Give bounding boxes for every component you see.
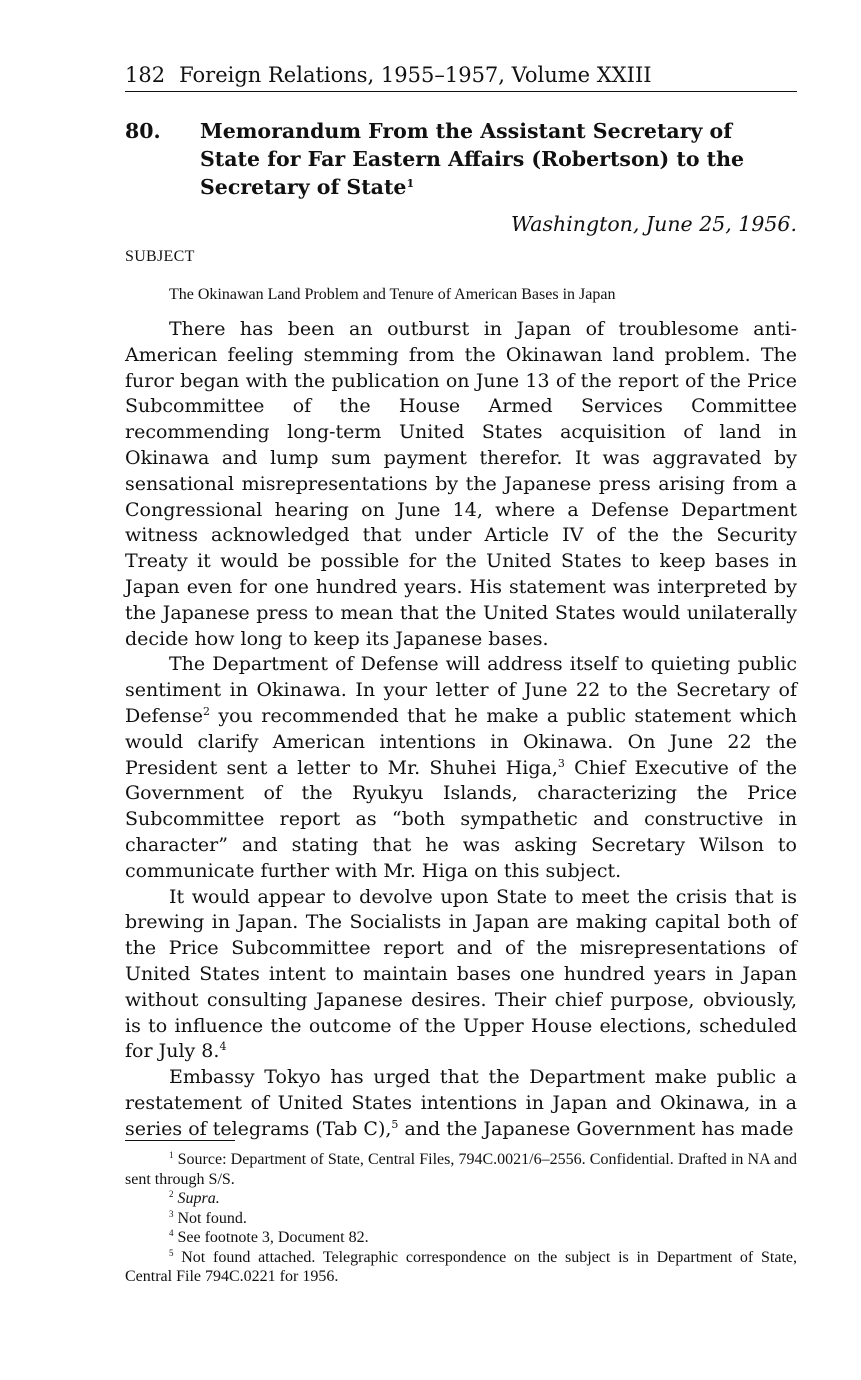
footnote-text: See footnote 3, Document 82. [177, 1229, 369, 1246]
paragraph-2 [125, 652, 797, 884]
footnote-ref-5[interactable]: 5 [391, 1117, 399, 1131]
footnote-text: Source: Department of State, Central Files, 794C.0021/6–2556. Confidential. Drafted in NA and sent through S/S. [125, 1151, 797, 1188]
document-title [200, 117, 795, 201]
footnote-ref-3[interactable]: 3 [557, 756, 565, 770]
footnote-text: Not found. [177, 1209, 247, 1227]
footnote-divider [125, 1140, 235, 1141]
footnote-mark: 2 [169, 1189, 174, 1199]
footnote-ref-1[interactable]: 1 [406, 177, 415, 190]
paragraph-3-text: It would appear to devolve upon State to meet the crisis that is brewing in Japan. The Socialists in Japan are making capital both of the Price Subcommittee report and of the misrepresentations of United States intent to maintain bases one hundred years in Japan without consulting Japanese desires. Their chief purpose, obviously, is to influence the outcome of the Upper House elections, scheduled for July 8. [125, 885, 797, 1063]
footnote-text: Not found attached. Telegraphic correspondence on the subject is in Department of State, Central File 794C.0221 for 1956. [125, 1248, 797, 1285]
running-head [125, 60, 797, 92]
memo-body [125, 317, 797, 1143]
paragraph-1: There has been an outburst in Japan of troublesome anti-American feeling stemming from the Okinawan land problem. The furor began with the publication on June 13 of the report of the Price Subcommittee of the House Armed Services Committee recommending long-term United States acquisition of land in Okinawa and lump sum payment therefor. It was aggravated by sensational misrepresentations by the Japanese press arising from a Congressional hearing on June 14, where a Defense Department witness acknowledged that under Article IV of the the Security Treaty it would be possible for the United States to keep bases in Japan even for one hundred years. His statement was interpreted by the Japanese press to mean that the United States would unilaterally decide how long to keep its Japanese bases. [125, 318, 797, 650]
footnote-1 [125, 1150, 797, 1189]
footnote-mark: 4 [169, 1228, 174, 1238]
footnote-3 [125, 1209, 797, 1229]
paragraph-4-text-a: Embassy Tokyo has urged that the Department make public a restatement of United States intentions in Japan and Okinawa, in a series of telegrams (Tab C), [125, 1066, 797, 1140]
footnote-text: Supra. [177, 1190, 220, 1207]
subject-label: SUBJECT [125, 248, 195, 265]
paragraph-2-text-c: Chief Executive of the Government of the Ryukyu Islands, characterizing the Price Subcommittee report as “both sympathetic and constructive in character” and stating that he was asking Secretary Wilson to communicate further with Mr. Higa on this subject. [125, 756, 797, 882]
footnote-5 [125, 1248, 797, 1287]
footnote-ref-4[interactable]: 4 [219, 1040, 227, 1054]
volume-title: Foreign Relations, 1955–1957, Volume XXIII [179, 63, 652, 87]
paragraph-3 [125, 885, 797, 1066]
paragraph-4 [125, 1065, 797, 1142]
footnote-mark: 5 [169, 1247, 174, 1258]
footnotes [125, 1150, 797, 1287]
paragraph-2-text-a: The Department of Defense will address itself to quieting public sentiment in Okinawa. In your letter of June 22 to the Secretary of Defense [125, 653, 797, 727]
paragraph-2-text-b: you recommended that he make a public statement which would clarify American intentions in Okinawa. On June 22 the President sent a letter to Mr. Shuhei Higa, [125, 704, 797, 779]
document-number: 80. [125, 119, 161, 143]
footnote-4 [125, 1228, 797, 1248]
paragraph-4-text-b: and the Japanese Government has made [398, 1117, 794, 1140]
dateline: Washington, June 25, 1956. [510, 212, 797, 236]
document-title-text: Memorandum From the Assistant Secretary of State for Far Eastern Affairs (Robertson) to the Secretary of State [200, 119, 745, 199]
footnote-mark: 3 [169, 1208, 174, 1219]
subject-text: The Okinawan Land Problem and Tenure of American Bases in Japan [169, 286, 616, 303]
footnote-ref-2[interactable]: 2 [203, 704, 210, 718]
page-number: 182 [125, 63, 166, 87]
footnote-2 [125, 1189, 797, 1209]
footnote-mark: 1 [169, 1150, 174, 1160]
